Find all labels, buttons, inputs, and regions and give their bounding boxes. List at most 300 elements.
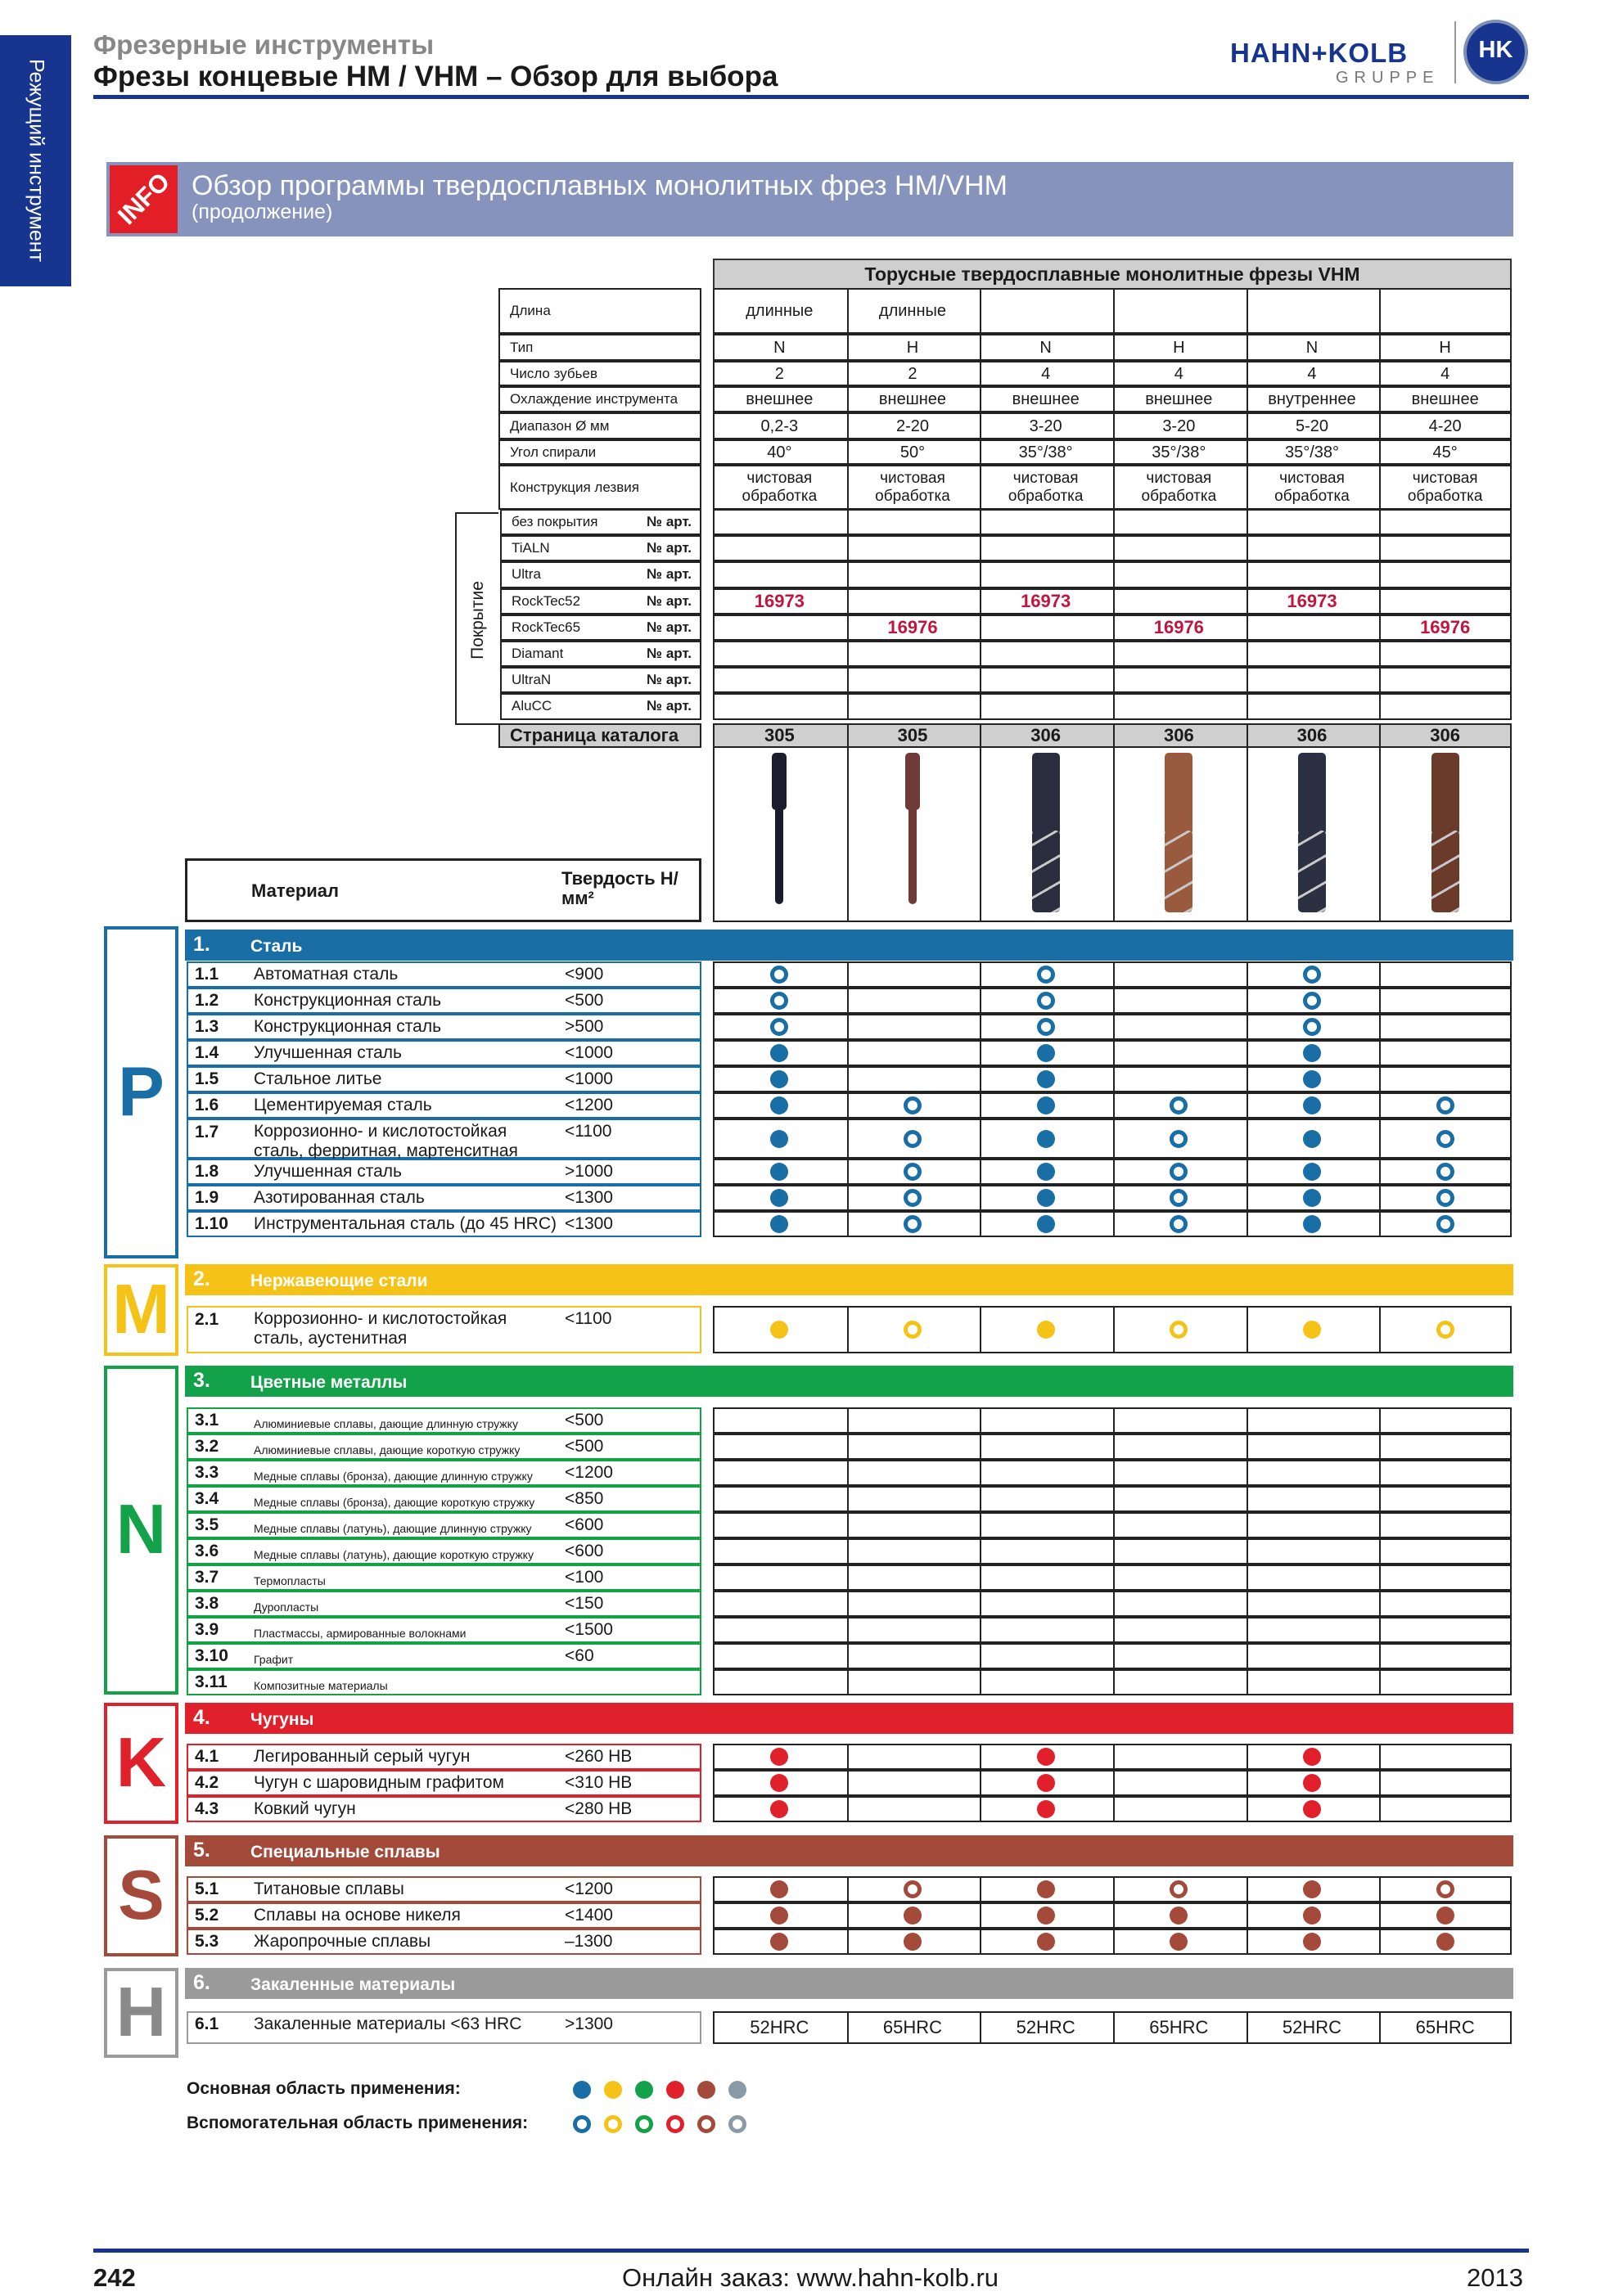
material-grid-row: [713, 1744, 1512, 1770]
material-grid-row: [713, 1538, 1512, 1564]
article-number-label: № арт.: [647, 592, 692, 609]
filled-dot-main: [1303, 1189, 1321, 1207]
col-divider: [980, 1645, 981, 1668]
section-number: 3.: [193, 1369, 210, 1392]
filled-dot-main: [1303, 1907, 1321, 1925]
legend-aux-ring: [573, 2115, 591, 2133]
legend-main-dot: [666, 2081, 684, 2099]
spec-cell: 4: [1174, 364, 1183, 383]
filled-dot-main: [1303, 1215, 1321, 1233]
section-band: [185, 1968, 1513, 1999]
section-number: 6.: [193, 1971, 210, 1994]
banner-subtitle: (продолжение): [192, 200, 333, 223]
spec-cell: 4: [1041, 364, 1051, 383]
ring-dot-aux: [1037, 966, 1055, 984]
col-divider: [847, 1308, 849, 1352]
material-hardness: <1100: [565, 1309, 612, 1328]
col-divider: [847, 1435, 849, 1458]
material-row: [187, 1407, 701, 1434]
filled-dot-main: [1037, 1880, 1055, 1898]
material-hardness: <150: [565, 1594, 604, 1613]
tool-shank: [905, 753, 920, 810]
col-divider: [1379, 1488, 1381, 1510]
col-divider: [980, 1213, 981, 1236]
col-divider: [980, 1514, 981, 1537]
hardness-value: 65HRC: [1149, 2017, 1209, 2037]
spec-label: Длина: [498, 288, 701, 334]
filled-dot-main: [1303, 1748, 1321, 1766]
spec-cell: 45°: [1432, 443, 1458, 461]
material-row: [187, 1929, 701, 1955]
spec-label: Конструкция лезвия: [498, 465, 701, 510]
material-grid-row: [713, 988, 1512, 1014]
col-divider: [1113, 1566, 1115, 1589]
col-divider: [1247, 1308, 1248, 1352]
filled-dot-main: [1303, 1163, 1321, 1181]
material-number: 1.8: [195, 1162, 219, 1181]
legend-main-dot: [697, 2081, 715, 2099]
section-title: Цветные металлы: [250, 1373, 408, 1392]
col-divider: [1113, 1540, 1115, 1563]
col-divider: [1113, 1435, 1115, 1458]
col-divider: [1379, 537, 1381, 560]
col-divider: [980, 563, 981, 586]
ring-dot-aux: [904, 1215, 922, 1233]
col-divider: [1379, 1042, 1381, 1065]
material-hardness: >1000: [565, 1162, 613, 1181]
material-row: [187, 1796, 701, 1822]
coating-row: [713, 509, 1512, 535]
material-row: [187, 1770, 701, 1796]
tool-flutes: [1298, 831, 1326, 912]
col-divider: [847, 989, 849, 1012]
material-hardness: <1000: [565, 1043, 613, 1062]
article-number-label: № арт.: [647, 566, 692, 583]
article-number-label: № арт.: [647, 646, 692, 662]
col-divider: [1247, 1904, 1248, 1927]
material-row: [187, 1902, 701, 1929]
material-number: 3.6: [195, 1542, 219, 1560]
col-divider: [1379, 1409, 1381, 1432]
legend-aux-ring: [728, 2115, 746, 2133]
ring-dot-aux: [1436, 1321, 1454, 1339]
col-divider: [1247, 1645, 1248, 1668]
catalog-page: 306: [1030, 725, 1062, 745]
col-divider: [1379, 1645, 1381, 1668]
article-number: 16973: [1287, 590, 1337, 611]
ring-dot-aux: [1037, 992, 1055, 1010]
material-number: 4.3: [195, 1799, 219, 1818]
spec-cell: чистовая обработка: [1008, 469, 1084, 505]
material-row: [187, 1669, 701, 1695]
ring-dot-aux: [904, 1880, 922, 1898]
material-number: 3.2: [195, 1437, 219, 1456]
material-hardness: <310 HB: [565, 1773, 633, 1792]
col-divider: [1113, 695, 1115, 718]
material-hardness: <100: [565, 1568, 604, 1587]
material-hardness: <1300: [565, 1188, 613, 1207]
col-divider: [1379, 1904, 1381, 1927]
material-number: 1.7: [195, 1123, 219, 1141]
material-grid-row: [713, 1486, 1512, 1512]
col-divider: [847, 1930, 849, 1953]
material-grid-row: [713, 1902, 1512, 1929]
material-name: Улучшенная сталь: [254, 1043, 402, 1062]
col-divider: [1113, 1904, 1115, 1927]
col-divider: [1113, 1930, 1115, 1953]
spec-cell: внешнее: [1012, 390, 1080, 408]
col-divider: [847, 1160, 849, 1183]
col-divider: [847, 963, 849, 986]
spec-cell: H: [1173, 338, 1185, 357]
col-divider: [1113, 1015, 1115, 1038]
col-divider: [980, 1592, 981, 1615]
col-divider: [1247, 1160, 1248, 1183]
material-number: 3.11: [195, 1672, 228, 1691]
brand-seal: [1463, 20, 1528, 84]
col-divider: [980, 669, 981, 691]
spec-cell: чистовая обработка: [875, 469, 950, 505]
material-number: 3.8: [195, 1594, 219, 1613]
col-divider: [1113, 1592, 1115, 1615]
col-divider: [847, 1514, 849, 1537]
material-grid-row: [713, 1460, 1512, 1486]
ring-dot-aux: [1436, 1215, 1454, 1233]
article-number-label: № арт.: [647, 540, 692, 556]
spec-cell: 3-20: [1029, 416, 1062, 435]
material-number: 2.1: [195, 1310, 219, 1329]
logo-divider: [1454, 21, 1456, 83]
col-divider: [1113, 1798, 1115, 1821]
col-divider: [1379, 1120, 1381, 1157]
material-name: Цементируемая сталь: [254, 1096, 432, 1114]
material-hardness: <1100: [565, 1122, 612, 1141]
ring-dot-aux: [1436, 1130, 1454, 1148]
col-divider: [1379, 642, 1381, 665]
tool-neck: [775, 806, 783, 904]
col-divider: [1113, 590, 1115, 613]
material-grid-row: [713, 1796, 1512, 1822]
tool-shank: [1298, 753, 1326, 835]
spec-cell: 2-20: [895, 416, 929, 435]
material-grid-row: [713, 1591, 1512, 1617]
col-divider: [847, 1745, 849, 1768]
side-tab: [0, 35, 71, 286]
col-divider: [1113, 1409, 1115, 1432]
material-row: [187, 1486, 701, 1512]
section-band: [185, 1264, 1513, 1295]
article-number-label: № арт.: [647, 672, 692, 688]
col-divider: [847, 1618, 849, 1641]
material-hardness: <260 HB: [565, 1747, 633, 1766]
filled-dot-main: [1037, 1163, 1055, 1181]
material-grid-row: [713, 1211, 1512, 1237]
section-letter: N: [104, 1366, 178, 1695]
spec-cell: внешнее: [1145, 390, 1213, 408]
col-divider: [1113, 1618, 1115, 1641]
col-divider: [980, 1566, 981, 1589]
catalog-year: 2013: [1467, 2263, 1523, 2292]
material-number: 4.2: [195, 1773, 219, 1792]
material-row: [187, 1538, 701, 1564]
col-divider: [980, 1772, 981, 1794]
section-number: 4.: [193, 1706, 210, 1729]
col-divider: [1247, 537, 1248, 560]
col-divider: [980, 1435, 981, 1458]
banner-title: Обзор программы твердосплавных монолитных фрез HM/VHM: [192, 170, 1008, 201]
col-divider: [1247, 1042, 1248, 1065]
col-divider: [1247, 1540, 1248, 1563]
legend-main-dot: [635, 2081, 653, 2099]
spec-label: Число зубьев: [498, 361, 701, 386]
col-divider: [1247, 642, 1248, 665]
col-divider: [1247, 1566, 1248, 1589]
col-divider: [1113, 1645, 1115, 1668]
col-divider: [1379, 590, 1381, 613]
filled-dot-main: [1436, 1933, 1454, 1951]
col-divider: [1379, 1160, 1381, 1183]
material-grid-row: [713, 1040, 1512, 1066]
article-number: 16976: [887, 616, 938, 637]
filled-dot-main: [1303, 1933, 1321, 1951]
material-grid-row: [713, 1876, 1512, 1902]
col-divider: [1247, 1930, 1248, 1953]
material-hardness: <1200: [565, 1463, 613, 1482]
section-band: [185, 1835, 1513, 1866]
article-number-label: № арт.: [647, 514, 692, 530]
col-divider: [847, 1015, 849, 1038]
order-link[interactable]: Онлайн заказ: www.hahn-kolb.ru: [622, 2263, 999, 2292]
col-divider: [980, 616, 981, 639]
col-divider: [1379, 1186, 1381, 1209]
coating-name: TiALN: [512, 540, 550, 556]
material-name: Ковкий чугун: [254, 1799, 356, 1818]
brand-logo-sub: GRUPPE: [1336, 69, 1440, 87]
material-number: 5.1: [195, 1880, 219, 1898]
col-divider: [1247, 1068, 1248, 1091]
filled-dot-main: [1037, 1044, 1055, 1062]
material-row: [187, 2011, 701, 2044]
col-divider: [980, 1540, 981, 1563]
col-divider: [1113, 1213, 1115, 1236]
col-divider: [1247, 1671, 1248, 1694]
coating-name: без покрытия: [512, 514, 598, 530]
tool-shank: [1032, 753, 1060, 835]
ring-dot-aux: [904, 1163, 922, 1181]
coating-row: [713, 693, 1512, 719]
info-icon: [110, 165, 178, 233]
material-name: Алюминиевые сплавы, дающие длинную стружку: [254, 1417, 518, 1430]
material-number: 3.5: [195, 1515, 219, 1534]
col-divider: [1379, 1930, 1381, 1953]
spec-cell: 0,2-3: [760, 416, 799, 435]
tool-shank: [1165, 753, 1192, 835]
col-divider: [1379, 1068, 1381, 1091]
col-divider: [980, 1409, 981, 1432]
col-divider: [1247, 511, 1248, 533]
material-hardness: <900: [565, 965, 604, 984]
filled-dot-main: [1303, 1321, 1321, 1339]
article-number: 16976: [1153, 616, 1204, 637]
col-divider: [1247, 1514, 1248, 1537]
filled-dot-main: [1303, 1070, 1321, 1088]
material-grid-row: [713, 1617, 1512, 1643]
spec-cell: 2: [774, 364, 784, 383]
filled-dot-main: [1037, 1907, 1055, 1925]
col-divider: [1247, 1772, 1248, 1794]
col-divider: [1113, 563, 1115, 586]
material-number: 1.10: [195, 1214, 228, 1233]
tool-neck: [908, 806, 917, 904]
col-divider: [980, 1671, 981, 1694]
material-number: 5.3: [195, 1932, 219, 1951]
tool-flutes: [1165, 831, 1192, 912]
hardness-value: 52HRC: [1016, 2017, 1075, 2037]
material-row: [187, 1591, 701, 1617]
material-number: 1.1: [195, 965, 219, 984]
col-divider: [1113, 1514, 1115, 1537]
spec-cell: 35°/38°: [1284, 443, 1339, 461]
ring-dot-aux: [1436, 1880, 1454, 1898]
col-divider: [1113, 511, 1115, 533]
col-divider: [847, 1068, 849, 1091]
tool-shank: [772, 753, 787, 810]
col-divider: [847, 669, 849, 691]
material-name: Легированный серый чугун: [254, 1747, 471, 1766]
spec-cell: 50°: [899, 443, 926, 461]
col-divider: [1379, 1213, 1381, 1236]
col-divider: [1247, 669, 1248, 691]
col-divider: [1379, 989, 1381, 1012]
filled-dot-main: [1436, 1907, 1454, 1925]
col-divider: [847, 1878, 849, 1901]
col-divider: [847, 1798, 849, 1821]
col-divider: [847, 537, 849, 560]
material-hardness: <1000: [565, 1069, 613, 1088]
col-divider: [1247, 963, 1248, 986]
section-band: [185, 1366, 1513, 1397]
filled-dot-main: [1037, 1096, 1055, 1114]
article-number: 16976: [1420, 616, 1471, 637]
material-number: 3.10: [195, 1646, 228, 1665]
material-grid-row: [713, 1306, 1512, 1353]
material-name: Композитные материалы: [254, 1679, 388, 1692]
material-name: Коррозионно- и кислотостойкая сталь, аустенитная: [254, 1309, 507, 1348]
material-grid-row: [713, 1929, 1512, 1955]
spec-cell: 35°/38°: [1152, 443, 1206, 461]
col-divider: [1379, 1772, 1381, 1794]
article-number: 16973: [754, 590, 805, 611]
spec-cell: чистовая обработка: [1141, 469, 1217, 505]
section-band: [185, 1703, 1513, 1734]
col-divider: [1113, 1186, 1115, 1209]
material-hardness: <500: [565, 991, 604, 1010]
filled-dot-main: [1037, 1215, 1055, 1233]
material-row: [187, 1744, 701, 1770]
spec-label: Тип: [498, 334, 701, 361]
col-divider: [1379, 1435, 1381, 1458]
material-number: 3.1: [195, 1411, 219, 1429]
col-divider: [847, 1461, 849, 1484]
col-divider: [847, 1213, 849, 1236]
col-divider: [1379, 563, 1381, 586]
col-divider: [847, 1645, 849, 1668]
section-letter: S: [104, 1835, 178, 1956]
coating-row: [713, 561, 1512, 588]
col-divider: [1247, 1409, 1248, 1432]
material-header: [185, 858, 701, 922]
filled-dot-main: [904, 1933, 922, 1951]
legend-aux-ring: [635, 2115, 653, 2133]
section-letter: K: [104, 1703, 178, 1824]
spec-cell: 4: [1440, 364, 1450, 383]
filled-dot-main: [1037, 1933, 1055, 1951]
col-divider: [1113, 669, 1115, 691]
col-divider: [847, 642, 849, 665]
material-row: [187, 1460, 701, 1486]
spec-cell: чистовая обработка: [742, 469, 818, 505]
col-divider: [1113, 1745, 1115, 1768]
material-hardness: <60: [565, 1646, 594, 1665]
col-divider: [980, 1094, 981, 1117]
spec-cell: N: [773, 338, 786, 357]
material-number: 1.4: [195, 1043, 219, 1062]
coating-row-label: [500, 615, 701, 641]
material-row: [187, 961, 701, 988]
spec-cell: внешнее: [878, 390, 947, 408]
material-name: Графит: [254, 1653, 294, 1666]
col-divider: [1113, 963, 1115, 986]
col-divider: [980, 1042, 981, 1065]
material-row: [187, 1434, 701, 1460]
hardness-value: 65HRC: [1415, 2017, 1475, 2037]
col-divider: [980, 1930, 981, 1953]
col-divider: [980, 1186, 981, 1209]
col-divider: [980, 963, 981, 986]
spec-cell: чистовая обработка: [1407, 469, 1483, 505]
col-divider: [980, 1488, 981, 1510]
legend-main-dot: [573, 2081, 591, 2099]
material-grid-row: [713, 1185, 1512, 1211]
material-row: [187, 1564, 701, 1591]
tool-flutes: [1032, 831, 1060, 912]
tool-image-row: [713, 746, 1512, 922]
legend-aux-ring: [697, 2115, 715, 2133]
ring-dot-aux: [904, 1096, 922, 1114]
filled-dot-main: [1037, 1321, 1055, 1339]
col-divider: [980, 1798, 981, 1821]
col-divider: [847, 1540, 849, 1563]
coating-row-label: [500, 509, 701, 535]
footer-rule: [93, 2249, 1529, 2253]
col-divider: [1379, 1540, 1381, 1563]
ring-dot-aux: [1170, 1130, 1188, 1148]
material-name: Медные сплавы (бронза), дающие длинную стружку: [254, 1470, 533, 1483]
col-divider: [1247, 1745, 1248, 1768]
section-title: Закаленные материалы: [250, 1975, 456, 1994]
catalog-page: 305: [764, 725, 795, 745]
col-divider: [1113, 1068, 1115, 1091]
material-name: Закаленные материалы <63 HRC: [254, 2015, 522, 2033]
filled-dot-main: [1037, 1800, 1055, 1818]
coating-label: [455, 512, 498, 725]
material-grid-row: [713, 1119, 1512, 1159]
material-grid-row: [713, 1407, 1512, 1434]
coating-name: RockTec65: [512, 619, 581, 635]
spec-label: Диапазон Ø мм: [498, 412, 701, 439]
section-number: 1.: [193, 933, 210, 956]
col-divider: [1113, 537, 1115, 560]
